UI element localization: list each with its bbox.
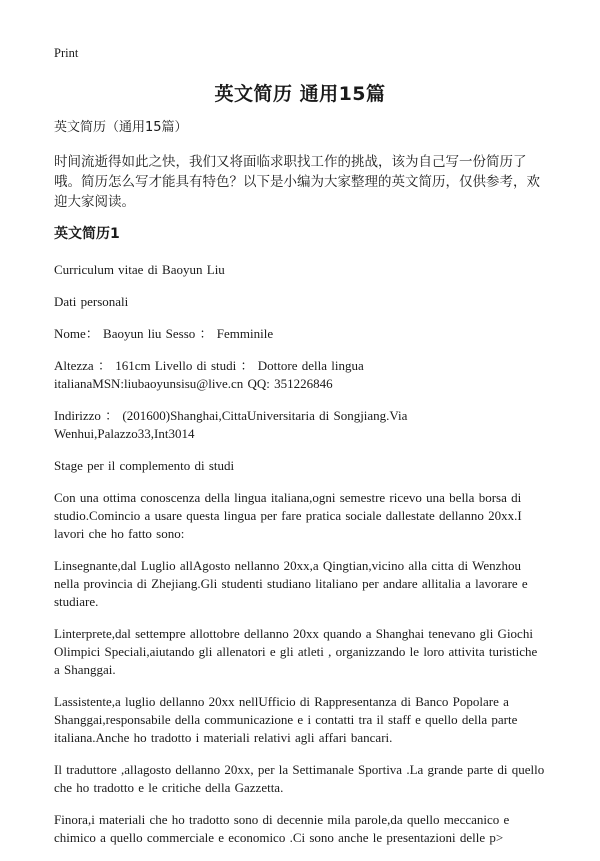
height-education-contact: Altezza ： 161cm Livello di studi ： Dottore della lingua italianaMSN:liubaoyunsisu@live.cn QQ: 351226846 xyxy=(54,358,364,391)
print-link[interactable]: Print xyxy=(54,46,79,60)
page-title: 英文简历 通用15篇 xyxy=(214,83,386,105)
language-paragraph: Con una ottima conoscenza della lingua italiana,ogni semestre ricevo una bella borsa di studio.Comincio a usare questa lingua per fare pratica sociale dallestate dellanno 20xx.I lavori che ho fatto sono: xyxy=(54,490,522,541)
address-line: Indirizzo ： (201600)Shanghai,CittaUniversitaria di Songjiang.Via Wenhui,Palazzo33,Int3014 xyxy=(54,408,408,441)
document-body xyxy=(54,118,546,861)
materials-paragraph: Finora,i materiali che ho tradotto sono di decennie mila parole,da quello meccanico e chimico a quello commerciale e economico .Ci sono anche le presentazioni delle p> xyxy=(54,812,510,845)
document-subtitle: 英文简历（通用15篇） xyxy=(54,120,188,135)
internship-heading: Stage per il complemento di studi xyxy=(54,458,235,473)
interpreter-paragraph: Linterprete,dal settempre allottobre dellanno 20xx quando a Shanghai tenevano gli Giochi Olimpici Speciali,aiutando gli allenatori e gli atleti , organizzando le loro attivita turistiche a Shanggai. xyxy=(54,626,538,677)
cv-title: Curriculum vitae di Baoyun Liu xyxy=(54,262,225,277)
intro-paragraph: 时间流逝得如此之快，我们又将面临求职找工作的挑战，该为自己写一份简历了哦。简历怎么写才能具有特色？以下是小编为大家整理的英文简历，仅供参考，欢迎大家阅读。 xyxy=(54,154,540,210)
assistant-paragraph: Lassistente,a luglio dellanno 20xx nellUfficio di Rappresentanza di Banco Popolare a Shanggai,responsabile della communicazione e i contatti tra il staff e quello della parte italiana.Anche ho tradotto i materiali relativi agli affari bancari. xyxy=(54,694,518,745)
section-heading: 英文简历1 xyxy=(54,226,120,242)
personal-data-heading: Dati personali xyxy=(54,294,129,309)
translator-paragraph: Il traduttore ,allagosto dellanno 20xx, per la Settimanale Sportiva .La grande parte di quello che ho tradotto e le critiche della Gazzetta. xyxy=(54,762,545,795)
name-gender-line: Nome： Baoyun liu Sesso ： Femminile xyxy=(54,326,274,341)
teacher-paragraph: Linsegnante,dal Luglio allAgosto nellanno 20xx,a Qingtian,vicino alla citta di Wenzhou nella provincia di Zhejiang.Gli studenti studiano litaliano per andare allitalia a lavorare e studiare. xyxy=(54,558,528,609)
